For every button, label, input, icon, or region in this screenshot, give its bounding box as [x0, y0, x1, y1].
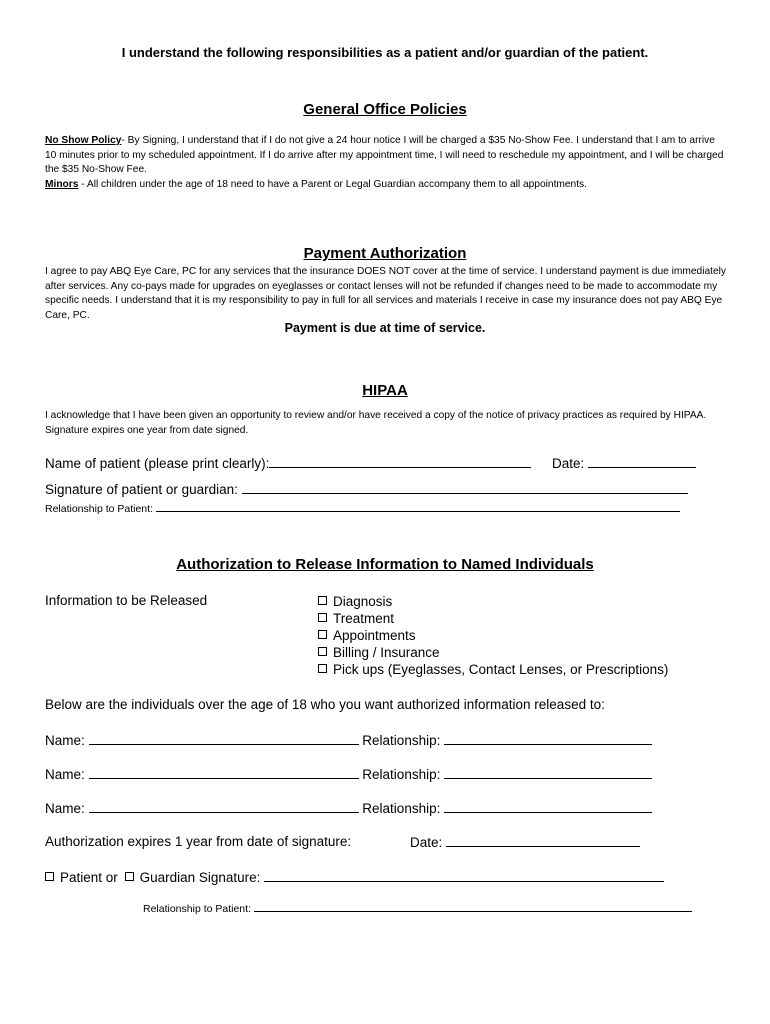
- option-appointments: Appointments: [318, 627, 668, 644]
- office-policies-text: [45, 134, 727, 192]
- option-treatment: Treatment: [318, 610, 668, 627]
- checkbox-billing[interactable]: [318, 647, 327, 656]
- individuals-instruction: Below are the individuals over the age of 18 who you want authorized information released to:: [45, 697, 605, 712]
- guardian-signature-field[interactable]: [264, 869, 664, 882]
- patient-name-field[interactable]: [269, 455, 531, 468]
- hipaa-text: I acknowledge that I have been given an opportunity to review and/or have received a copy of the notice of privacy practices as required by HIPAA. Signature expires one year from date signed.: [45, 410, 707, 436]
- individual-relationship-label: Relationship:: [362, 767, 441, 782]
- release-heading: Authorization to Release Information to Named Individuals: [176, 556, 594, 573]
- info-released-label: Information to be Released: [45, 593, 208, 608]
- individual-name-field[interactable]: [89, 766, 359, 779]
- release-options-list: [318, 593, 668, 678]
- individual-name-label: Name:: [45, 767, 85, 782]
- individual-name-field[interactable]: [89, 800, 359, 813]
- patient-name-row: [45, 455, 531, 471]
- hipaa-relationship-field[interactable]: [156, 501, 680, 512]
- checkbox-diagnosis[interactable]: [318, 596, 327, 605]
- guardian-signature-label: Guardian Signature:: [139, 870, 261, 885]
- release-date-row: [410, 834, 640, 850]
- hipaa-date-label: Date:: [552, 456, 585, 471]
- patient-label: Patient or: [60, 870, 118, 885]
- individual-name-field[interactable]: [89, 732, 359, 745]
- hipaa-heading: HIPAA: [362, 382, 408, 399]
- individual-row: [45, 800, 652, 816]
- release-date-label: Date:: [410, 835, 443, 850]
- individual-relationship-field[interactable]: [444, 766, 652, 779]
- release-relationship-label: Relationship to Patient:: [143, 903, 251, 915]
- hipaa-relationship-label: Relationship to Patient:: [45, 503, 153, 515]
- checkbox-appointments[interactable]: [318, 630, 327, 639]
- option-pickups: Pick ups (Eyeglasses, Contact Lenses, or Prescriptions): [318, 661, 668, 678]
- option-diagnosis: Diagnosis: [318, 593, 668, 610]
- checkbox-treatment[interactable]: [318, 613, 327, 622]
- signature-row: [45, 481, 688, 497]
- office-policies-heading: General Office Policies: [303, 101, 467, 118]
- individual-relationship-label: Relationship:: [362, 733, 441, 748]
- signature-field[interactable]: [242, 481, 688, 494]
- hipaa-date-row: [552, 455, 696, 471]
- individual-name-label: Name:: [45, 801, 85, 816]
- signature-label: Signature of patient or guardian:: [45, 482, 238, 497]
- payment-text: I agree to pay ABQ Eye Care, PC for any services that the insurance DOES NOT cover at the time of service. I understand payment is due immediately after services. Any co-pays made for upgrades on eyeglasses or contact lenses will not be refunded if changes need to be made to accommodate my specific needs. I understand that it is my responsibility to pay in full for all services and materials I receive in case my insurance does not pay ABQ Eye Care, PC.: [45, 266, 726, 321]
- minors-text: - All children under the age of 18 need to have a Parent or Legal Guardian accompany them to all appointments.: [78, 178, 587, 190]
- individual-relationship-field[interactable]: [444, 732, 652, 745]
- individual-row: [45, 732, 652, 748]
- guardian-signature-row: [45, 869, 664, 885]
- individual-relationship-label: Relationship:: [362, 801, 441, 816]
- expires-label: Authorization expires 1 year from date of signature:: [45, 834, 352, 849]
- intro-statement: I understand the following responsibilities as a patient and/or guardian of the patient.: [121, 45, 649, 60]
- patient-name-label: Name of patient (please print clearly):: [45, 456, 270, 471]
- patient-checkbox[interactable]: [45, 872, 54, 881]
- release-date-field[interactable]: [446, 834, 640, 847]
- payment-due: Payment is due at time of service.: [284, 321, 486, 335]
- no-show-label: No Show Policy: [45, 135, 122, 146]
- checkbox-pickups[interactable]: [318, 664, 327, 673]
- individual-row: [45, 766, 652, 782]
- hipaa-date-field[interactable]: [588, 455, 696, 468]
- option-billing: Billing / Insurance: [318, 644, 668, 661]
- hipaa-relationship-row: [45, 501, 680, 515]
- release-relationship-field[interactable]: [254, 901, 692, 912]
- no-show-text: - By Signing, I understand that if I do not give a 24 hour notice I will be charged a $35 No-Show Fee. I understand that I am to arrive 10 minutes prior to my scheduled appointment. If I do arrive after my appointment time, I will need to reschedule my appointment, and I will be charged the $35 No-Show Fee.: [45, 135, 724, 175]
- individual-relationship-field[interactable]: [444, 800, 652, 813]
- minors-label: Minors: [45, 178, 79, 190]
- release-relationship-row: [143, 901, 692, 915]
- payment-heading: Payment Authorization: [303, 245, 467, 262]
- individual-name-label: Name:: [45, 733, 85, 748]
- guardian-checkbox[interactable]: [125, 872, 134, 881]
